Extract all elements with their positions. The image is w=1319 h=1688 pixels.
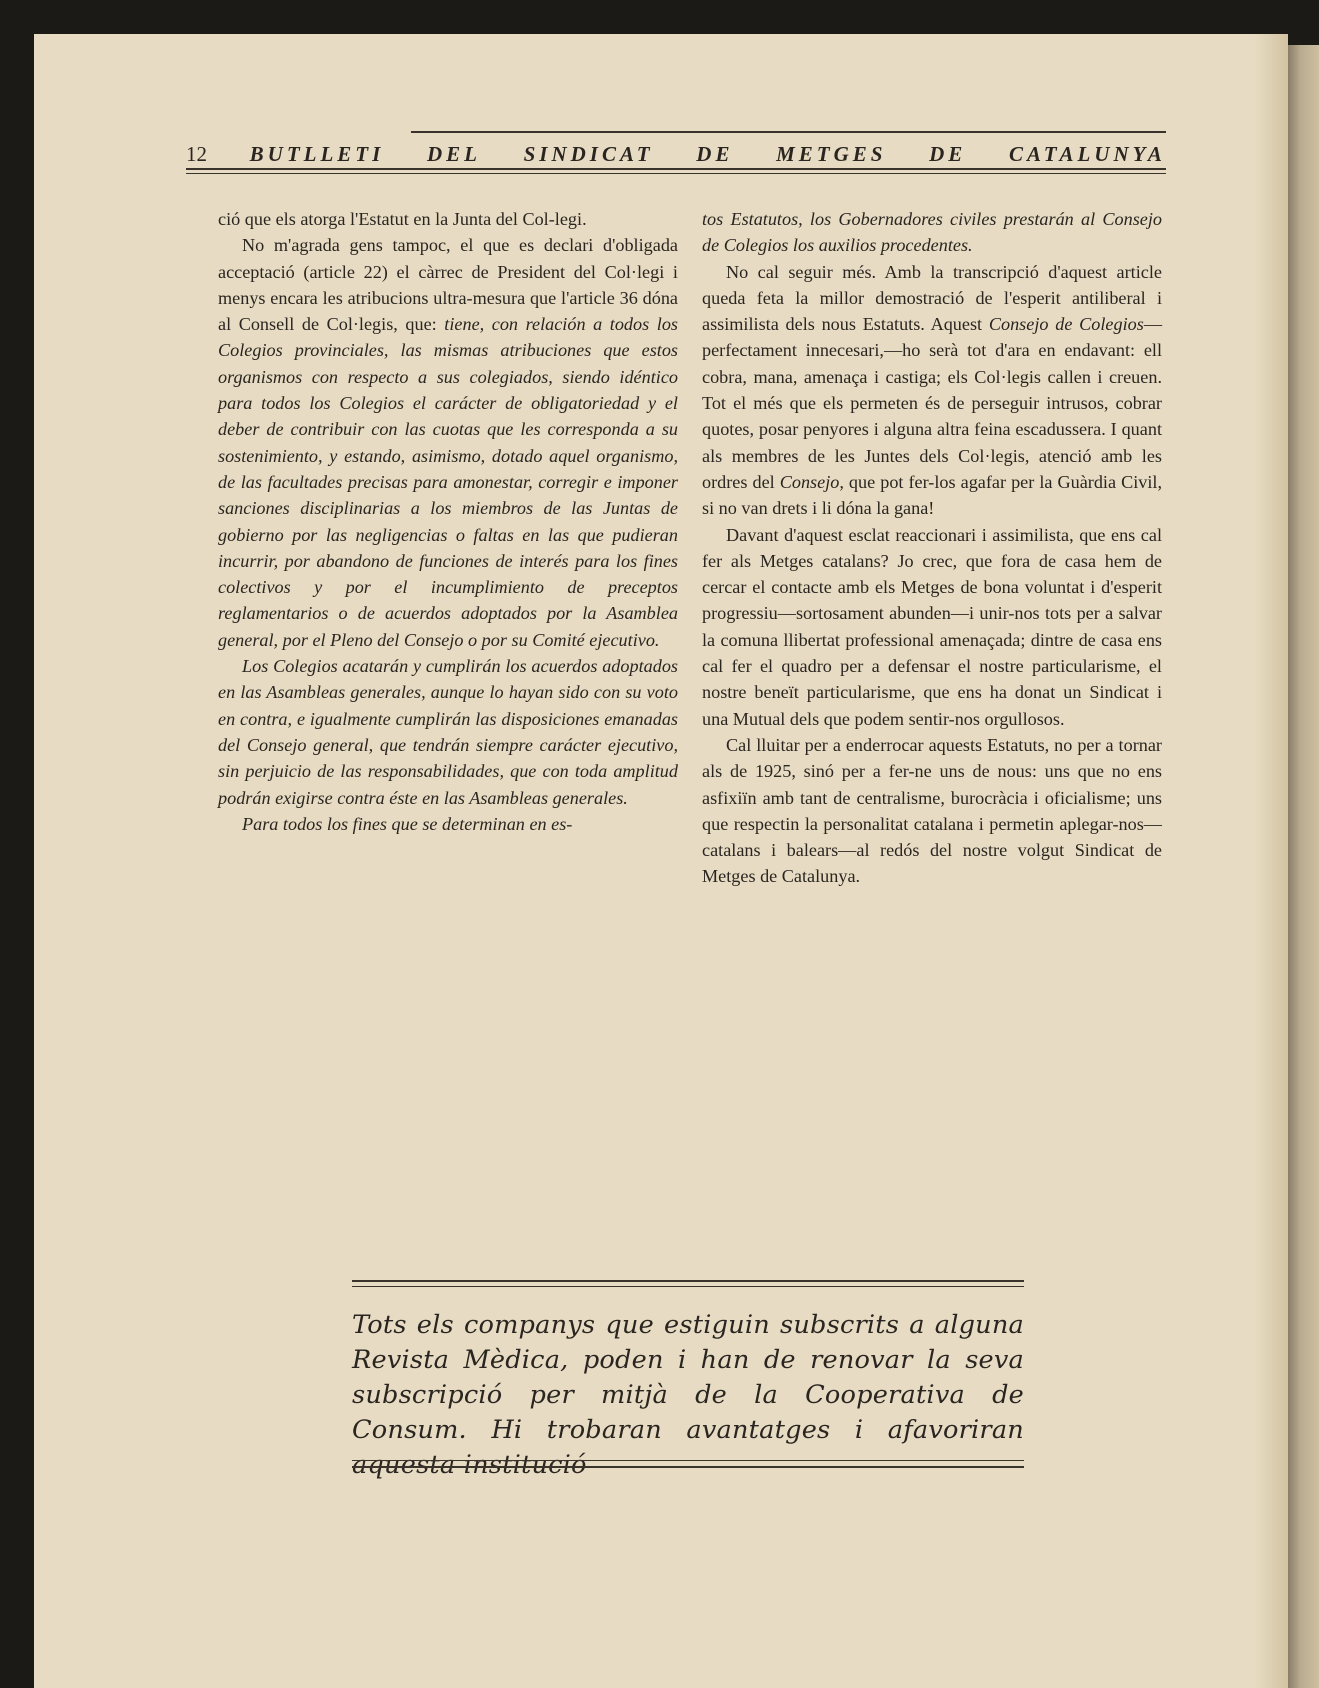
running-head-line xyxy=(186,142,1166,167)
notice-text: Tots els companys que estiguin subscrits a alguna Revista Mèdica, poden i han de renovar la seva subscripció per mitjà de la Cooperativa de Consum. Hi trobaran avantatges i afavoriran aquesta institució xyxy=(352,1310,1024,1480)
emphasis: Consejo, xyxy=(779,471,844,492)
right-column xyxy=(702,206,1162,890)
page-gutter-shade xyxy=(1254,34,1288,1688)
paragraph xyxy=(218,232,678,653)
notice-rule xyxy=(352,1286,1024,1287)
paragraph-text: que pot fer-los agafar per la Guàrdia Civil, si no van drets i li dóna la gana! xyxy=(702,471,1163,519)
quoted-paragraph: Los Colegios acatarán y cumplirán los acuerdos adoptados en las Asambleas generales, aunque lo hayan sido con su voto en contra, e igualmente cumplirán las disposiciones emanadas del Consejo general, que tendrán siempre carácter ejecutivo, sin perjuicio de las responsabilidades, que con toda amplitud podrán exigirse contra éste en las Asambleas generales. xyxy=(218,656,678,808)
quoted-paragraph: Para todos los fines que se determinan en es- xyxy=(242,813,573,834)
quoted-paragraph: tos Estatutos, los Gobernadores civiles prestarán al Consejo de Colegios los auxilios procedentes. xyxy=(702,209,1162,256)
paragraph xyxy=(702,259,1162,522)
paragraph: Cal lluitar per a enderrocar aquests Estatuts, no per a tornar als de 1925, sinó per a fer-ne uns de nous: uns que no ens asfixiïn amb tant de centralisme, burocràcia i oficialisme; uns que respectin la personalitat catalana i permetin aplegar-nos—catalans i balears—al redós del nostre volgut Sindicat de Metges de Catalunya. xyxy=(702,734,1162,887)
running-header xyxy=(186,126,1166,180)
emphasis: Consejo de Colegios xyxy=(988,314,1144,335)
paragraph-text: No m'agrada gens tampoc, el que es declari d'obligada acceptació (article 22) el càrrec de President del Col·legi i menys encara les atribucions ultra-mesura que l'article 36 dóna al Consell de Col·legis, que: xyxy=(218,235,678,335)
header-top-rule xyxy=(411,131,1166,133)
notice-rule xyxy=(352,1280,1024,1282)
header-word: METGES xyxy=(776,142,887,166)
adjacent-page-edge xyxy=(1288,45,1319,1688)
paragraph-text: —perfectament innecesari,—ho serà tot d'ara en endavant: ell cobra, mana, amenaça i castiga; els Col·legis callen i creuen. Tot el més que els permeten és de perseguir intrusos, cobrar quotes, posar penyores i alguna altra feina escadussera. I quant als membres de les Juntes dels Col·legis, atenció amb les ordres del xyxy=(702,314,1162,492)
left-column xyxy=(218,206,678,837)
page-number: 12 xyxy=(186,142,207,166)
header-rule xyxy=(186,168,1166,170)
cooperative-notice xyxy=(352,1280,1024,1480)
paragraph: Davant d'aquest esclat reaccionari i assimilista, que ens cal fer als Metges catalans? Jo crec, que fora de casa hem de cercar el contacte amb els Metges de bona voluntat i d'esperit progressiu—sortosament abunden—i unir-nos tots per a salvar la comuna llibertat professional amenaçada; dintre de casa ens cal fer el quadro per a defensar el nostre particularisme, el nostre beneït particularisme, que ens ha donat un Sindicat i una Mutual dels que podem sentir-nos orgullosos. xyxy=(702,524,1162,729)
quoted-text: tiene, con relación a todos los Colegios provinciales, las mismas atribuciones que estos organismos con respecto a sus colegiados, siendo idéntico para todos los Colegios el carácter de obligatoriedad y el deber de contribuir con las cuotas que les corresponda a su sostenimiento, y estando, asimismo, dotado aquel organismo, de las facultades precisas para amonestar, corregir e imponer sanciones disciplinarias a los miembros de las Juntas de gobierno por las negligencias o faltas en las que pudieran incurrir, por abandono de funciones de interés para los fines colectivos y por el incumplimiento de preceptos reglamentarios o de acuerdos adoptados por la Asamblea general, por el Pleno del Consejo o por su Comité ejecutivo. xyxy=(218,314,678,650)
paragraph: ció que els atorga l'Estatut en la Junta del Col-legi. xyxy=(218,209,587,229)
header-word: DE xyxy=(696,142,734,166)
header-word: BUTLLETI xyxy=(249,142,385,166)
header-word: CATALUNYA xyxy=(1008,142,1166,166)
notice-rule xyxy=(352,1460,1024,1461)
header-word: DE xyxy=(929,142,967,166)
article-body xyxy=(218,206,1165,1026)
header-rule xyxy=(186,173,1166,174)
paragraph-text: No cal seguir més. Amb la transcripció d'aquest article queda feta la millor demostració de l'esperit antiliberal i assimilista dels nous Estatuts. Aquest xyxy=(702,261,1162,335)
book-page xyxy=(34,34,1288,1688)
notice-rule xyxy=(352,1466,1024,1468)
header-word: DEL xyxy=(426,142,481,166)
header-word: SINDICAT xyxy=(523,142,654,166)
